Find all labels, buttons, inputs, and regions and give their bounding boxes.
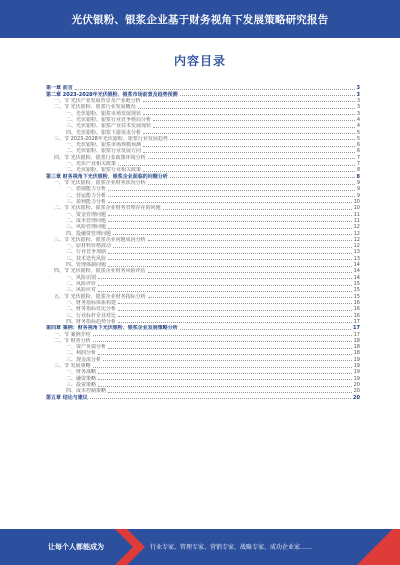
- toc-entry-page: 9: [356, 180, 360, 186]
- toc-entry-page: 13: [353, 249, 360, 256]
- toc-leader-dots: [98, 285, 352, 286]
- toc-entry-page: 12: [353, 224, 360, 231]
- toc-entry-page: 5: [356, 135, 360, 142]
- toc-entry-label: 第三章 财务视角下光伏银粉、银浆企业面临的问题分析: [46, 173, 168, 180]
- toc-entry-page: 12: [353, 236, 360, 243]
- toc-entry-page: 15: [353, 287, 360, 294]
- toc-entry-label: 四、成本控制策略: [66, 388, 107, 395]
- toc-leader-dots: [153, 127, 355, 128]
- toc-entry-label: 二、风险评价: [66, 281, 97, 287]
- toc-leader-dots: [180, 329, 351, 330]
- toc-entry-page: 17: [353, 318, 360, 325]
- toc-entry-label: 一、财务指标体系构建: [66, 299, 117, 306]
- toc-leader-dots: [108, 221, 352, 222]
- toc-entry-page: 18: [353, 337, 360, 344]
- toc-entry-page: 6: [356, 148, 360, 155]
- toc-entry-page: 10: [353, 205, 360, 212]
- toc-entry-label: 三、投资策略: [66, 382, 97, 388]
- toc-leader-dots: [108, 215, 352, 216]
- toc-leader-dots: [143, 152, 355, 153]
- toc-entry-label: 一、资金管理问题: [66, 211, 107, 218]
- toc-entry-page: 5: [356, 129, 360, 136]
- toc-entry-label: 二、节 财务分析: [54, 337, 91, 344]
- toc-entry-label: 四、财务指标趋势分析: [66, 318, 117, 325]
- toc-entry-label: 二、节 光伏银粉、银浆企业财务管理存在的问题: [54, 205, 161, 212]
- toc-entry-page: 6: [356, 142, 360, 149]
- toc-entry-page: 3: [356, 97, 360, 104]
- toc-leader-dots: [148, 240, 352, 241]
- table-of-contents: [46, 85, 360, 525]
- toc-entry-label: 一、偿债能力分析: [66, 186, 107, 193]
- toc-leader-dots: [108, 348, 352, 349]
- toc-leader-dots: [148, 272, 352, 273]
- toc-leader-dots: [98, 386, 352, 387]
- chevron-right-icon: [115, 529, 145, 565]
- toc-entry-page: 19: [353, 375, 360, 382]
- toc-entry-page: 3: [356, 104, 360, 111]
- toc-entry-label: 第四章 案例：财务视角下光伏银粉、银浆企业发展策略分析: [46, 325, 178, 332]
- toc-entry-label: 一、财务战略: [66, 369, 97, 376]
- toc-entry-page: 17: [353, 325, 360, 332]
- toc-entry-label: 二、光伏银粉、银浆行业竞争格局分析: [66, 116, 152, 123]
- toc-leader-dots: [153, 120, 355, 121]
- toc-entry-label: 第二章 2023-2028年光伏银粉、银浆市场前景及趋势预测: [46, 91, 178, 98]
- toc-leader-dots: [170, 139, 355, 140]
- toc-leader-dots: [118, 303, 352, 304]
- toc-entry-label: 第一章 前言: [46, 85, 73, 92]
- toc-leader-dots: [113, 247, 352, 248]
- toc-entry-label: 一、原材料价格波动: [66, 243, 112, 250]
- toc-entry-page: 17: [353, 331, 360, 338]
- toc-entry-label: 三、节 发展策略: [54, 363, 91, 370]
- toc-leader-dots: [113, 234, 352, 235]
- toc-leader-dots: [118, 322, 352, 323]
- toc-entry-page: 19: [353, 369, 360, 376]
- toc-entry-label: 一、节 光伏产业发展背景及产业链分析: [54, 97, 141, 104]
- report-title: 光伏银粉、银浆企业基于财务视角下发展策略研究报告: [71, 13, 329, 26]
- toc-leader-dots: [148, 158, 355, 159]
- toc-entry-label: 二、光伏银粉、银浆行业相关政策: [66, 167, 142, 174]
- toc-entry-page: 8: [356, 173, 360, 180]
- toc-entry-page: 15: [353, 281, 360, 287]
- toc-entry-label: 三、行业标杆企业对比: [66, 312, 117, 319]
- toc-entry-label: 二、融资策略: [66, 375, 97, 382]
- toc-entry-page: 19: [353, 356, 360, 363]
- toc-entry-page: 12: [353, 243, 360, 250]
- toc-entry-page: 14: [353, 268, 360, 275]
- toc-entry-page: 18: [353, 350, 360, 357]
- toc-leader-dots: [143, 171, 355, 172]
- toc-leader-dots: [138, 108, 355, 109]
- toc-leader-dots: [108, 196, 355, 197]
- footer-slogan: 让每个人都能成为: [48, 543, 104, 551]
- toc-entry-page: 16: [353, 312, 360, 319]
- toc-entry-page: 18: [353, 344, 360, 351]
- toc-leader-dots: [108, 228, 352, 229]
- toc-entry-label: 一、节 案例介绍: [54, 331, 91, 338]
- toc-leader-dots: [108, 202, 352, 203]
- toc-entry-label: 二、财务指标对比分析: [66, 306, 117, 313]
- toc-entry-page: 7: [356, 161, 360, 168]
- toc-entry-label: 三、技术迭代风险: [66, 255, 107, 262]
- toc-leader-dots: [163, 209, 352, 210]
- toc-entry-page: 3: [356, 85, 360, 92]
- toc-entry-label: 三、风险管理问题: [66, 224, 107, 231]
- toc-entry-label: 一、光伏产业相关政策: [66, 161, 117, 168]
- toc-entry[interactable]: [46, 394, 360, 400]
- toc-entry-page: 10: [353, 198, 360, 205]
- toc-leader-dots: [143, 146, 355, 147]
- toc-leader-dots: [108, 266, 352, 267]
- toc-entry-label: 三、节 光伏银粉、银浆企业问题成因分析: [54, 236, 146, 243]
- toc-leader-dots: [108, 253, 352, 254]
- toc-leader-dots: [148, 184, 355, 185]
- toc-entry-label: 一、节 光伏银粉、银浆企业财务状况分析: [54, 180, 146, 186]
- toc-entry-label: 一、资产负债分析: [66, 344, 107, 351]
- toc-leader-dots: [108, 259, 352, 260]
- toc-entry-label: 四、光伏银粉、银浆下游需求分析: [66, 129, 142, 136]
- toc-leader-dots: [98, 379, 352, 380]
- toc-entry-label: 四、节 光伏银粉、银浆行业政策环境分析: [54, 154, 146, 161]
- toc-entry-page: 9: [356, 192, 360, 199]
- toc-leader-dots: [118, 310, 352, 311]
- toc-leader-dots: [93, 367, 352, 368]
- toc-leader-dots: [143, 114, 355, 115]
- toc-entry-label: 二、光伏银粉、银浆行业发展方向: [66, 148, 142, 155]
- toc-entry-page: 14: [353, 274, 360, 281]
- toc-entry-page: 11: [353, 217, 360, 224]
- toc-entry-label: 一、光伏银粉、银浆市场规模预测: [66, 142, 142, 149]
- toc-heading: 内容目录: [173, 54, 226, 68]
- toc-entry-label: 五、节 光伏银粉、银浆企业财务指标分析: [54, 293, 146, 300]
- toc-entry-label: 三、盈利能力分析: [66, 198, 107, 205]
- report-header-bar: [0, 0, 400, 38]
- toc-entry-label: 二、行业竞争加剧: [66, 249, 107, 256]
- toc-leader-dots: [75, 89, 355, 90]
- toc-entry-label: 四、节 光伏银粉、银浆企业财务风险评估: [54, 268, 146, 275]
- toc-entry-page: 14: [353, 262, 360, 269]
- footer-bar: [0, 529, 400, 565]
- toc-entry-label: 四、管理体制问题: [66, 262, 107, 269]
- toc-entry-page: 3: [356, 91, 360, 98]
- toc-entry-page: 15: [353, 293, 360, 300]
- toc-leader-dots: [103, 360, 352, 361]
- toc-entry-label: 四、投融资管理问题: [66, 230, 112, 237]
- toc-entry-label: 一、风险识别: [66, 274, 97, 281]
- toc-leader-dots: [98, 291, 352, 292]
- toc-leader-dots: [108, 190, 355, 191]
- toc-entry-page: 19: [353, 363, 360, 370]
- toc-entry-label: 一、光伏银粉、银浆市场发展现状: [66, 110, 142, 117]
- toc-entry-page: 16: [353, 299, 360, 306]
- toc-entry-page: 11: [353, 211, 360, 218]
- toc-leader-dots: [118, 316, 352, 317]
- toc-entry-page: 7: [356, 154, 360, 161]
- toc-entry-page: 13: [353, 255, 360, 262]
- toc-entry-label: 二、利润分析: [66, 350, 97, 357]
- toc-leader-dots: [143, 101, 355, 102]
- footer-roles: 行业专家、管理专家、营销专家、战略专家、成功企业家……: [150, 544, 313, 551]
- corner-accent: [340, 529, 400, 565]
- toc-entry-label: 三、现金流分析: [66, 356, 102, 363]
- toc-leader-dots: [118, 165, 355, 166]
- toc-entry-page: 4: [356, 123, 360, 130]
- toc-entry-page: 12: [353, 230, 360, 237]
- toc-leader-dots: [93, 341, 352, 342]
- toc-leader-dots: [143, 133, 355, 134]
- toc-entry-label: 二、节 光伏银粉、银浆行业发展概况: [54, 104, 136, 111]
- toc-entry-page: 8: [356, 167, 360, 174]
- toc-leader-dots: [98, 278, 352, 279]
- toc-entry-page: 3: [356, 110, 360, 117]
- toc-entry-label: 第五章 结论与建议: [46, 394, 88, 401]
- toc-entry-label: 三、节 2023-2028年光伏银粉、银浆行业发展趋势: [54, 135, 168, 142]
- toc-leader-dots: [98, 373, 352, 374]
- toc-entry-page: 20: [353, 388, 360, 395]
- toc-entry-label: 二、成本管理问题: [66, 217, 107, 224]
- toc-entry-page: 20: [353, 382, 360, 388]
- toc-leader-dots: [98, 354, 352, 355]
- toc-leader-dots: [108, 392, 352, 393]
- toc-entry-page: 9: [356, 186, 360, 193]
- toc-entry-page: 20: [353, 394, 360, 401]
- toc-entry-page: 16: [353, 306, 360, 313]
- toc-leader-dots: [93, 335, 352, 336]
- toc-leader-dots: [170, 177, 355, 178]
- toc-entry-label: 三、风险应对: [66, 287, 97, 294]
- toc-leader-dots: [148, 297, 352, 298]
- toc-leader-dots: [180, 95, 355, 96]
- toc-leader-dots: [90, 398, 351, 399]
- toc-entry-label: 二、营运能力分析: [66, 192, 107, 199]
- toc-entry-label: 三、光伏银粉、银浆产业技术发展现状: [66, 123, 152, 130]
- toc-entry-page: 4: [356, 116, 360, 123]
